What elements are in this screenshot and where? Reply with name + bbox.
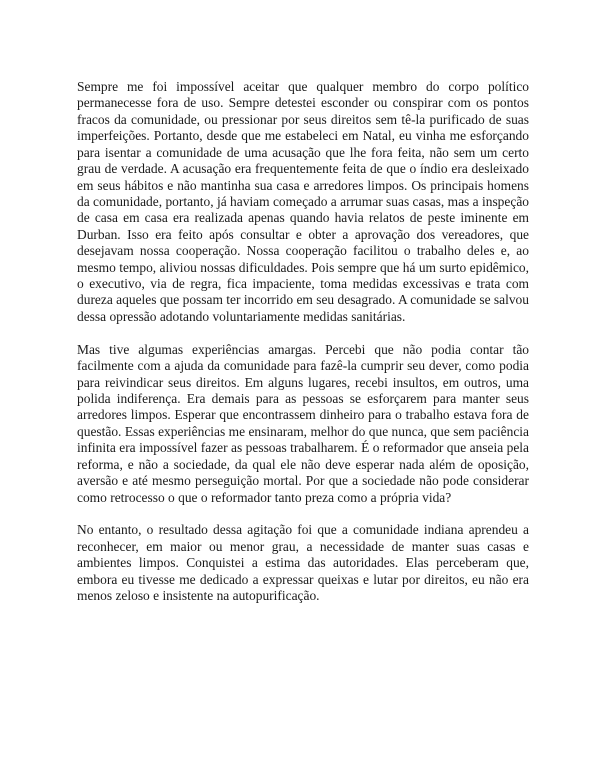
paragraph-2: Mas tive algumas experiências amargas. Percebi que não podia contar tão facilmente com a ajuda da comunidade para fazê-la cumprir seu dever, como podia para reivindicar seus direitos. Em alguns lugares, recebi insultos, em outros, uma polida indiferença. Era demais para as pessoas se esforçarem para manter seus arredores limpos. Esperar que encontrassem dinheiro para o trabalho estava fora de questão. Essas experiências me ensinaram, melhor do que nunca, que sem paciência infinita era impossível fazer as pessoas trabalharem. É o reformador que anseia pela reforma, e não a sociedade, da qual ele não deve esperar nada além de oposição, aversão e até mesmo perseguição mortal. Por que a sociedade não pode considerar como retrocesso o que o reformador tanto preza como a própria vida? [77, 341, 529, 505]
document-body [77, 79, 529, 621]
paragraph-1: Sempre me foi impossível aceitar que qualquer membro do corpo político permanecesse fora de uso. Sempre detestei esconder ou conspirar com os pontos fracos da comunidade, ou pressionar por seus direitos sem tê-la purificado de suas imperfeições. Portanto, desde que me estabeleci em Natal, eu vinha me esforçando para isentar a comunidade de uma acusação que lhe fora feita, não sem um certo grau de verdade. A acusação era frequentemente feita de que o índio era desleixado em seus hábitos e não mantinha sua casa e arredores limpos. Os principais homens da comunidade, portanto, já haviam começado a arrumar suas casas, mas a inspeção de casa em casa era realizada apenas quando havia relatos de peste iminente em Durban. Isso era feito após consultar e obter a aprovação dos vereadores, que desejavam nossa cooperação. Nossa cooperação facilitou o trabalho deles e, ao mesmo tempo, aliviou nossas dificuldades. Pois sempre que há um surto epidêmico, o executivo, via de regra, fica impaciente, toma medidas excessivas e trata com dureza aqueles que possam ter incorrido em seu desagrado. A comunidade se salvou dessa opressão adotando voluntariamente medidas sanitárias. [77, 79, 529, 324]
paragraph-3: No entanto, o resultado dessa agitação foi que a comunidade indiana aprendeu a reconhecer, em maior ou menor grau, a necessidade de manter suas casas e ambientes limpos. Conquistei a estima das autoridades. Elas perceberam que, embora eu tivesse me dedicado a expressar queixas e lutar por direitos, eu não era menos zeloso e insistente na autopurificação. [77, 522, 529, 604]
